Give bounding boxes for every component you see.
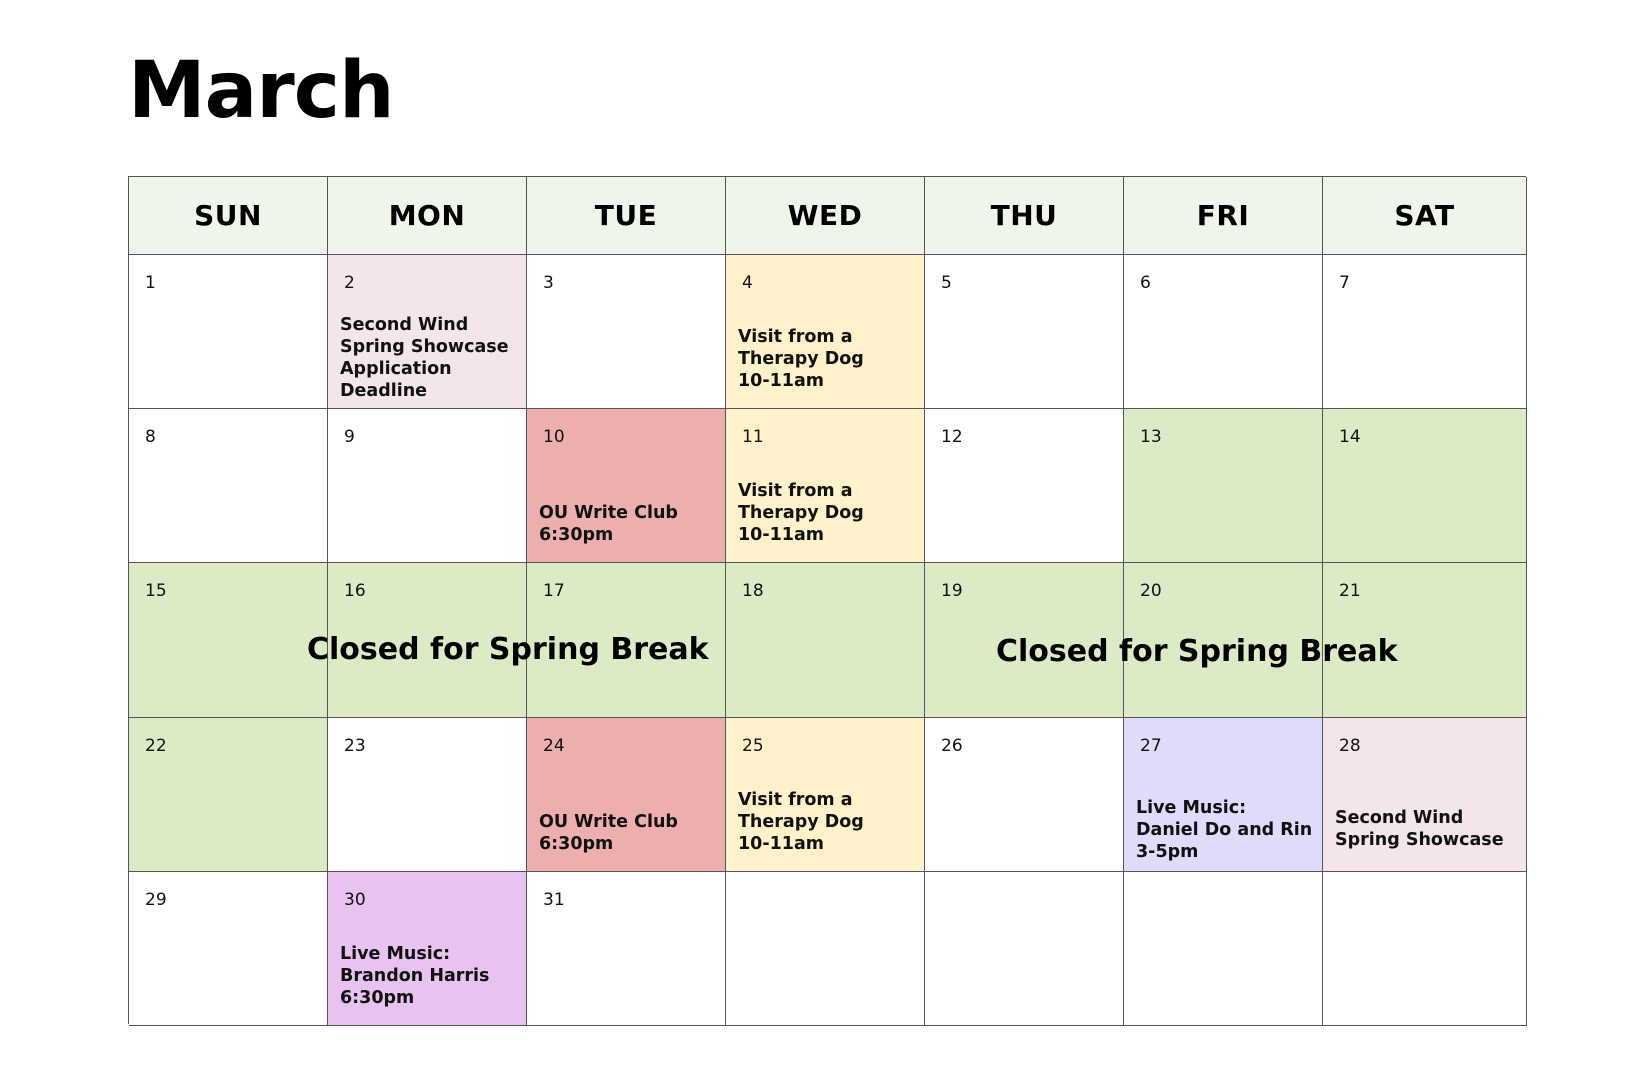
day-number: 11 xyxy=(742,427,764,447)
day-cell xyxy=(527,718,726,872)
day-number: 22 xyxy=(145,736,167,756)
day-number: 31 xyxy=(543,890,565,910)
empty-day-cell xyxy=(726,872,925,1026)
spring-break-label: Closed for Spring Break xyxy=(996,634,1398,669)
event-text: Live Music: Daniel Do and Rin 3-5pm xyxy=(1136,798,1313,862)
day-cell xyxy=(328,255,527,409)
day-cell xyxy=(925,409,1124,563)
empty-day-cell xyxy=(925,872,1124,1026)
weekday-header-thu: THU xyxy=(925,177,1124,255)
day-cell xyxy=(328,872,527,1026)
event-text: Second Wind Spring Showcase xyxy=(1335,808,1504,850)
day-cell xyxy=(328,718,527,872)
day-number: 24 xyxy=(543,736,565,756)
weekday-header-fri: FRI xyxy=(1124,177,1323,255)
day-cell xyxy=(925,255,1124,409)
event-text: OU Write Club 6:30pm xyxy=(539,503,678,545)
day-number: 13 xyxy=(1140,427,1162,447)
day-number: 15 xyxy=(145,581,167,601)
event-text: Second Wind Spring Showcase Application Deadline xyxy=(340,315,509,401)
empty-day-cell xyxy=(1323,872,1527,1026)
day-number: 2 xyxy=(344,273,355,293)
day-number: 5 xyxy=(941,273,952,293)
day-cell xyxy=(1323,718,1527,872)
event-text: Live Music: Brandon Harris 6:30pm xyxy=(340,944,490,1008)
day-cell xyxy=(129,872,328,1026)
day-number: 25 xyxy=(742,736,764,756)
day-number: 21 xyxy=(1339,581,1361,601)
day-number: 8 xyxy=(145,427,156,447)
event-text: Visit from a Therapy Dog 10-11am xyxy=(738,327,864,391)
day-cell xyxy=(527,872,726,1026)
day-cell xyxy=(129,409,328,563)
weekday-header-mon: MON xyxy=(328,177,527,255)
weekday-header-sat: SAT xyxy=(1323,177,1527,255)
event-text: OU Write Club 6:30pm xyxy=(539,812,678,854)
day-number: 19 xyxy=(941,581,963,601)
day-number: 6 xyxy=(1140,273,1151,293)
day-cell xyxy=(527,409,726,563)
day-number: 23 xyxy=(344,736,366,756)
day-number: 7 xyxy=(1339,273,1350,293)
day-number: 1 xyxy=(145,273,156,293)
day-number: 4 xyxy=(742,273,753,293)
weekday-header-sun: SUN xyxy=(129,177,328,255)
calendar-grid xyxy=(128,176,1526,1024)
day-cell xyxy=(527,255,726,409)
day-number: 12 xyxy=(941,427,963,447)
day-number: 3 xyxy=(543,273,554,293)
day-cell xyxy=(1124,718,1323,872)
event-text: Visit from a Therapy Dog 10-11am xyxy=(738,481,864,545)
empty-day-cell xyxy=(1124,872,1323,1026)
day-number: 16 xyxy=(344,581,366,601)
day-number: 27 xyxy=(1140,736,1162,756)
day-cell xyxy=(726,718,925,872)
day-cell xyxy=(328,409,527,563)
weekday-header-tue: TUE xyxy=(527,177,726,255)
day-number: 20 xyxy=(1140,581,1162,601)
day-cell xyxy=(1323,255,1527,409)
day-cell xyxy=(726,409,925,563)
day-number: 30 xyxy=(344,890,366,910)
day-cell xyxy=(129,255,328,409)
day-number: 28 xyxy=(1339,736,1361,756)
day-cell xyxy=(726,255,925,409)
day-cell xyxy=(726,563,925,718)
day-number: 18 xyxy=(742,581,764,601)
day-number: 26 xyxy=(941,736,963,756)
day-cell xyxy=(925,718,1124,872)
day-number: 29 xyxy=(145,890,167,910)
day-cell xyxy=(1124,409,1323,563)
month-title: March xyxy=(128,46,394,136)
day-cell xyxy=(1323,409,1527,563)
event-text: Visit from a Therapy Dog 10-11am xyxy=(738,790,864,854)
day-number: 17 xyxy=(543,581,565,601)
day-number: 14 xyxy=(1339,427,1361,447)
weekday-header-wed: WED xyxy=(726,177,925,255)
day-cell xyxy=(1124,255,1323,409)
day-number: 9 xyxy=(344,427,355,447)
day-cell xyxy=(129,563,328,718)
spring-break-label: Closed for Spring Break xyxy=(307,632,709,667)
day-number: 10 xyxy=(543,427,565,447)
day-cell xyxy=(129,718,328,872)
